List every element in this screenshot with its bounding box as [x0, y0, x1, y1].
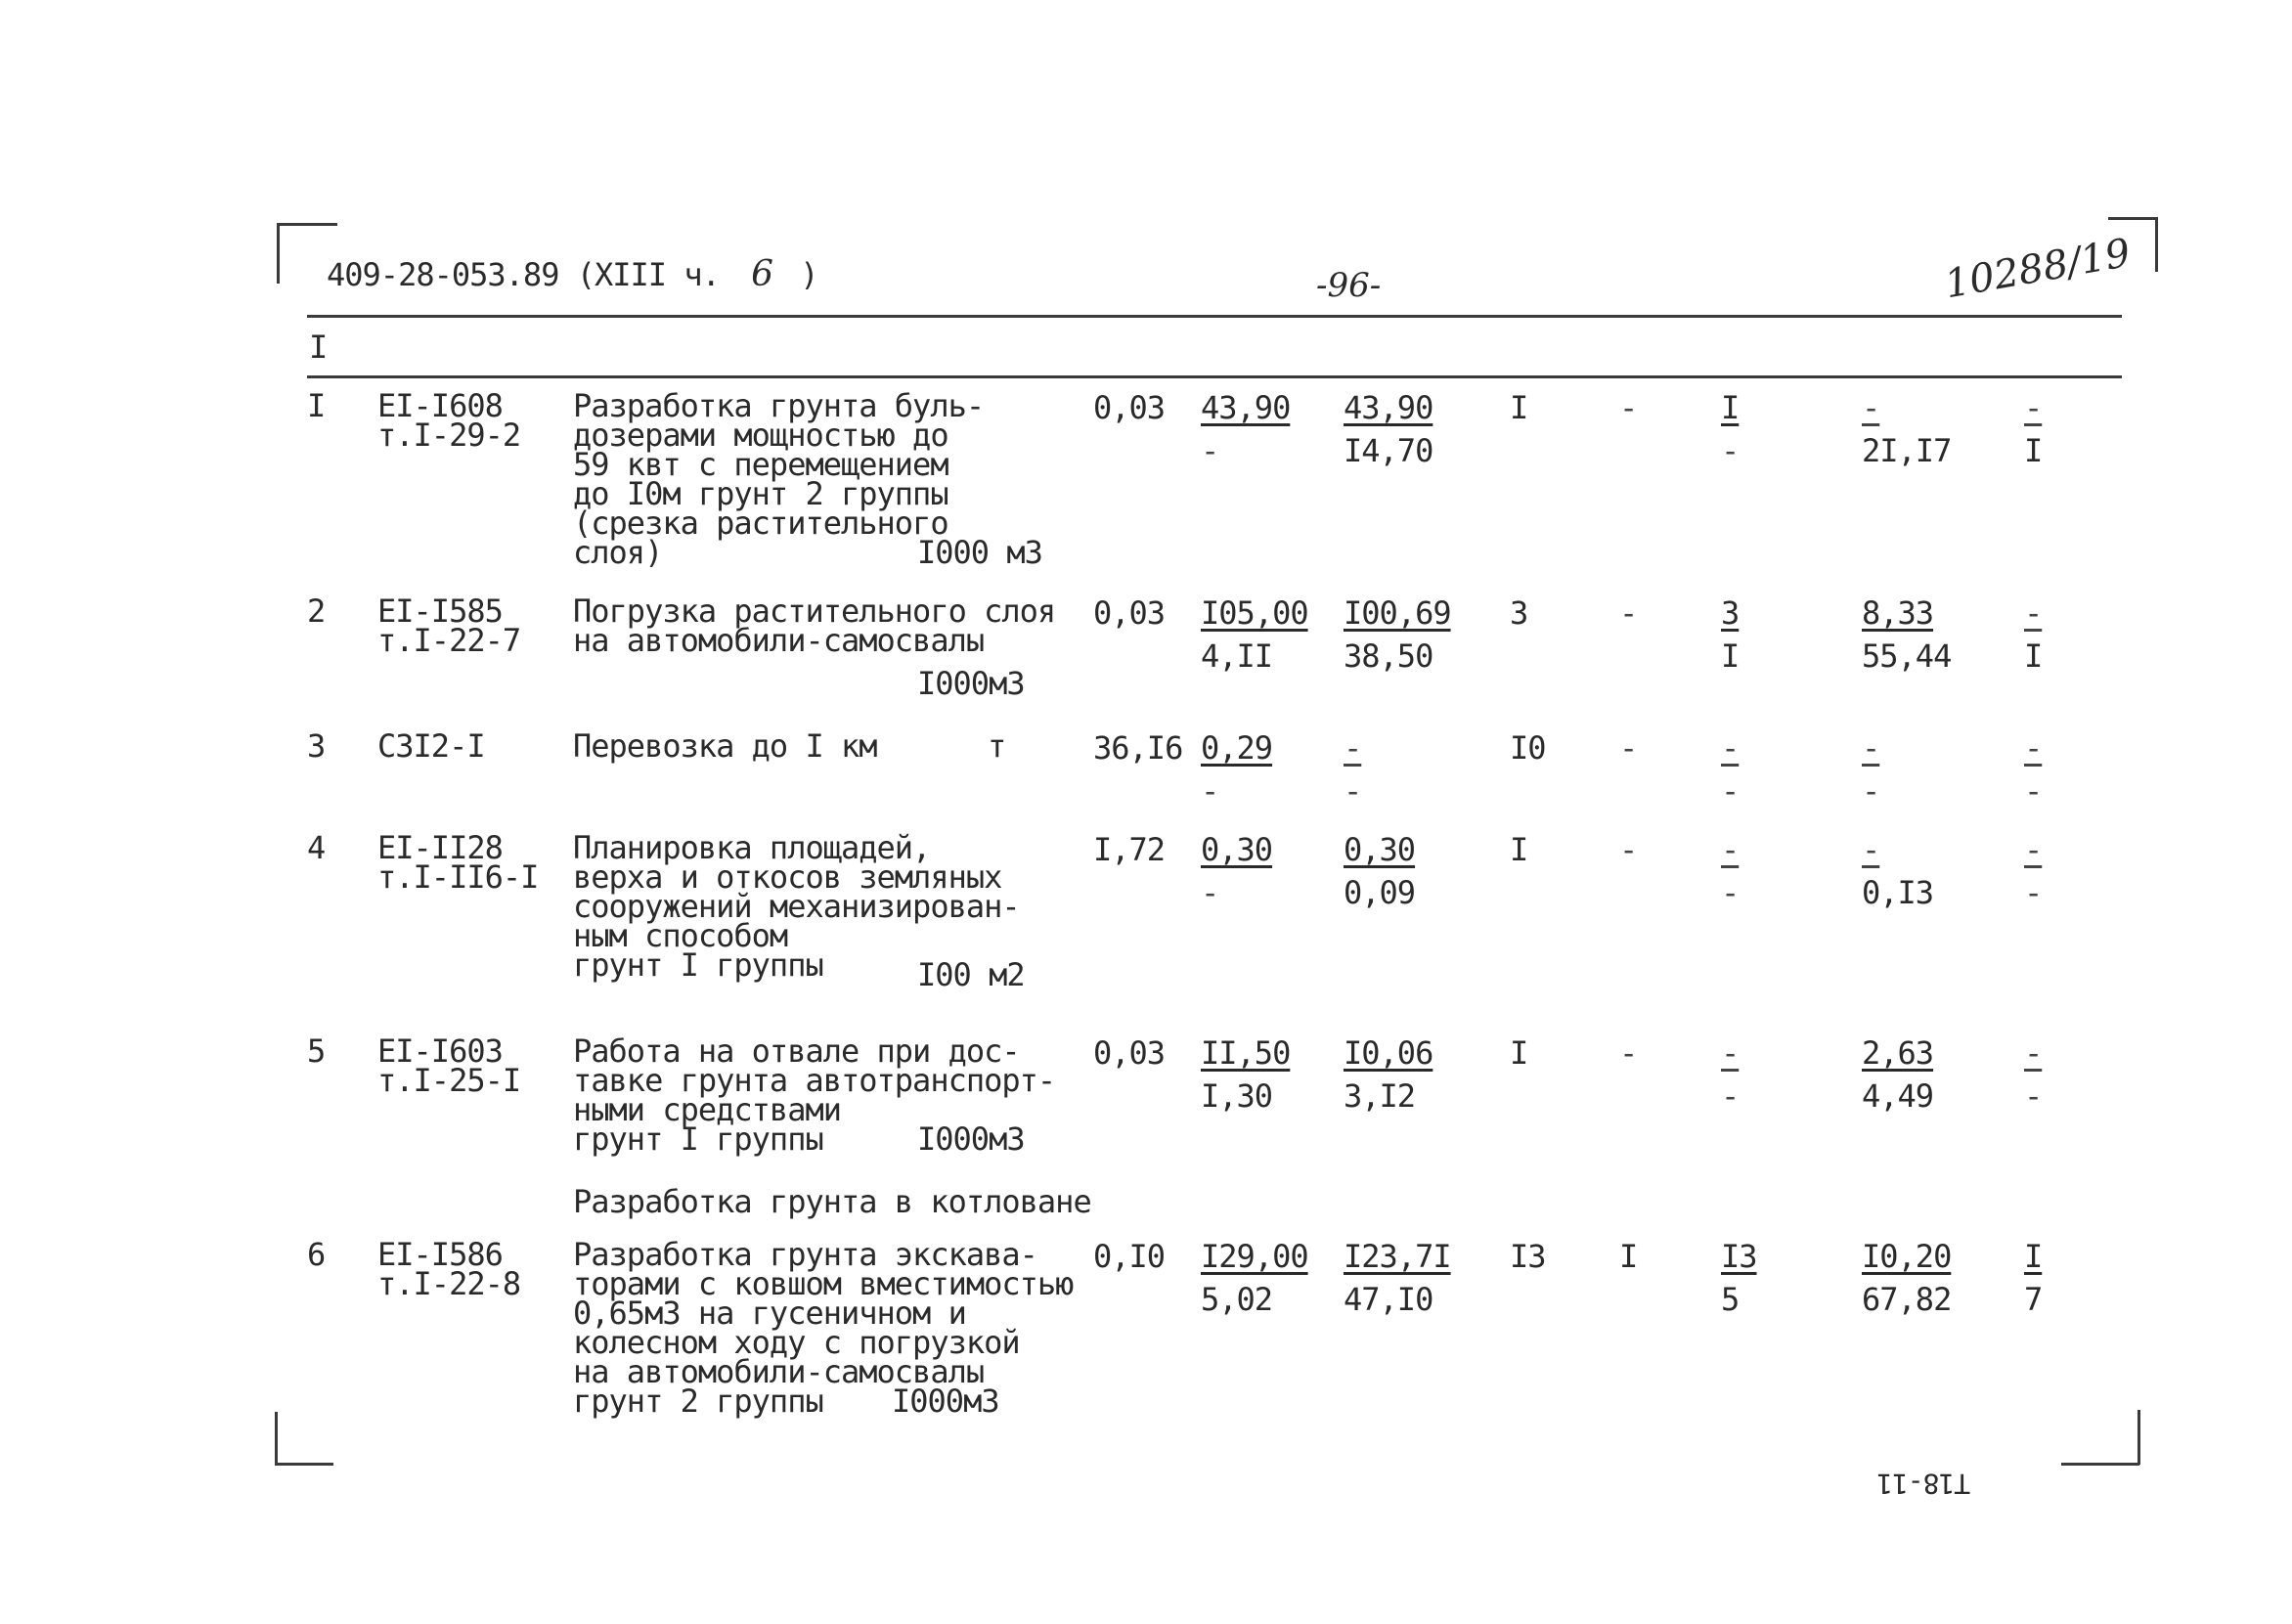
header-rule-bottom	[307, 375, 2122, 378]
work-description-line: дозерами мощностью до	[573, 417, 948, 454]
cell-c2_top: 0,30	[1344, 831, 1416, 868]
frame-corner-top-left-v	[277, 223, 280, 284]
dash-c7_top: -	[2024, 389, 2043, 426]
cell-c3: 3	[1510, 594, 1528, 632]
dash-c4: -	[1619, 389, 1638, 426]
cell-c7_bot: 7	[2024, 1281, 2043, 1318]
norm-table-ref: т.I-22-8	[377, 1265, 521, 1302]
cell-c5_top: 3	[1721, 594, 1740, 632]
norm-code: EI-II28	[377, 829, 503, 866]
work-description-line: Погрузка растительного слоя	[573, 593, 1056, 630]
cell-c2_top: I23,7I	[1344, 1238, 1451, 1275]
work-description-line: грунт I группы	[573, 1120, 823, 1158]
work-description-line: ными средствами	[573, 1091, 841, 1128]
dash-c5_bot: -	[1721, 874, 1740, 911]
cell-c2_bot: 0,09	[1344, 874, 1416, 911]
cell-c6_top: 2,63	[1862, 1034, 1934, 1072]
cell-c3: I0	[1510, 729, 1546, 767]
cell-c7_top: I	[2024, 1238, 2043, 1275]
dash-c7_bot: -	[2024, 772, 2043, 810]
frame-corner-top-right-h	[2108, 217, 2157, 220]
cell-c3: I	[1510, 1034, 1528, 1072]
quantity: 36,I6	[1093, 729, 1183, 767]
work-description-line: грунт 2 группы	[573, 1383, 823, 1420]
footer-code: T18-11	[1877, 1468, 1971, 1500]
work-description-line: торами с ковшом вместимостью	[573, 1265, 1074, 1302]
archive-stamp: 10288/19	[1941, 230, 2135, 308]
cell-c1_bot: 4,II	[1201, 637, 1273, 675]
unit: I000м3	[917, 665, 1025, 702]
work-description-line: ным способом	[573, 917, 788, 954]
cell-c3: I	[1510, 389, 1528, 426]
cell-c6_bot: 2I,I7	[1862, 432, 1952, 469]
cell-c1_top: 0,30	[1201, 831, 1273, 868]
norm-code: EI-I585	[377, 593, 503, 630]
cell-c5_bot: 5	[1721, 1281, 1740, 1318]
cell-c1_top: II,50	[1201, 1034, 1291, 1072]
cell-c6_top: 8,33	[1862, 594, 1934, 632]
unit: I000 м3	[917, 534, 1042, 571]
work-description-line: до I0м грунт 2 группы	[573, 475, 948, 512]
dash-c4: -	[1619, 1034, 1638, 1072]
dash-c6_top: -	[1862, 389, 1880, 426]
cell-c2_bot: 38,50	[1344, 637, 1433, 675]
frame-corner-bottom-right-h	[2061, 1463, 2139, 1466]
table-header-num: I	[309, 329, 328, 366]
norm-table-ref: т.I-22-7	[377, 622, 521, 659]
work-description-line: Разработка грунта экскава-	[573, 1236, 1037, 1273]
quantity: I,72	[1093, 831, 1166, 868]
norm-code: EI-I608	[377, 387, 503, 424]
dash-c4: -	[1619, 594, 1638, 632]
quantity: 0,03	[1093, 389, 1166, 426]
frame-corner-bottom-left-h	[275, 1463, 333, 1466]
row-number: 2	[307, 593, 326, 630]
cell-c1_top: I05,00	[1201, 594, 1308, 632]
cell-c2_bot: 47,I0	[1344, 1281, 1433, 1318]
work-description-line: Планировка площадей,	[573, 829, 931, 866]
dash-c6_top: -	[1862, 729, 1880, 767]
dash-c2_top: -	[1344, 729, 1362, 767]
norm-code: EI-I603	[377, 1032, 503, 1070]
norm-code: EI-I586	[377, 1236, 503, 1273]
dash-c7_top: -	[2024, 831, 2043, 868]
dash-c5_bot: -	[1721, 432, 1740, 469]
dash-c5_bot: -	[1721, 1077, 1740, 1115]
work-description-line: колесном ходу с погрузкой	[573, 1324, 1020, 1361]
dash-c1_bot: -	[1201, 772, 1219, 810]
cell-c5_top: I3	[1721, 1238, 1757, 1275]
work-description-line: слоя)	[573, 534, 663, 571]
dash-c7_bot: -	[2024, 874, 2043, 911]
cell-c6_bot: 67,82	[1862, 1281, 1952, 1318]
doc-part: 6	[751, 254, 773, 294]
dash-c7_top: -	[2024, 1034, 2043, 1072]
work-description-line: Перевозка до I км	[573, 727, 877, 765]
unit: I000м3	[917, 1120, 1025, 1158]
frame-corner-bottom-left-v	[275, 1412, 278, 1466]
cell-c6_top: I0,20	[1862, 1238, 1952, 1275]
work-description-line: 0,65м3 на гусеничном и	[573, 1295, 966, 1332]
work-description-line: Разработка грунта буль-	[573, 387, 985, 424]
work-description-line: Работа на отвале при дос-	[573, 1032, 1020, 1070]
unit: I00 м2	[917, 956, 1025, 993]
quantity: 0,03	[1093, 594, 1166, 632]
cell-c2_bot: 3,I2	[1344, 1077, 1416, 1115]
frame-corner-bottom-right-v	[2138, 1410, 2140, 1465]
dash-c5_top: -	[1721, 1034, 1740, 1072]
cell-c5_bot: I	[1721, 637, 1740, 675]
dash-c7_bot: -	[2024, 1077, 2043, 1115]
cell-c2_bot: I4,70	[1344, 432, 1433, 469]
frame-corner-top-right-v	[2155, 217, 2158, 272]
row-number: 5	[307, 1032, 326, 1070]
work-description-line: тавке грунта автотранспорт-	[573, 1062, 1056, 1099]
cell-c3: I	[1510, 831, 1528, 868]
cell-c7_bot: I	[2024, 432, 2043, 469]
quantity: 0,03	[1093, 1034, 1166, 1072]
row-number: 3	[307, 727, 326, 765]
cell-c5_top: I	[1721, 389, 1740, 426]
dash-c4: -	[1619, 729, 1638, 767]
cell-c2_top: 43,90	[1344, 389, 1433, 426]
dash-c1_bot: -	[1201, 874, 1219, 911]
cell-c3: I3	[1510, 1238, 1546, 1275]
cell-c4: I	[1619, 1238, 1638, 1275]
work-description-line: (срезка растительного	[573, 505, 948, 542]
norm-table-ref: т.I-II6-I	[377, 858, 539, 896]
dash-c6_top: -	[1862, 831, 1880, 868]
work-description-line: верха и откосов земляных	[573, 858, 1002, 896]
cell-c6_bot: 0,I3	[1862, 874, 1934, 911]
work-description-line: на автомобили-самосвалы	[573, 1353, 985, 1390]
cell-c1_bot: 5,02	[1201, 1281, 1273, 1318]
frame-corner-top-left-h	[277, 223, 337, 226]
cell-c6_bot: 4,49	[1862, 1077, 1934, 1115]
header-rule-top	[307, 315, 2122, 318]
cell-c1_top: I29,00	[1201, 1238, 1308, 1275]
dash-c7_top: -	[2024, 594, 2043, 632]
cell-c6_bot: 55,44	[1862, 637, 1952, 675]
work-description-line: 59 квт с перемещением	[573, 446, 948, 483]
cell-c2_top: I0,06	[1344, 1034, 1433, 1072]
dash-c2_bot: -	[1344, 772, 1362, 810]
dash-c4: -	[1619, 831, 1638, 868]
row-number: 4	[307, 829, 326, 866]
dash-c1_bot: -	[1201, 432, 1219, 469]
row-number: I	[307, 387, 326, 424]
cell-c2_top: I00,69	[1344, 594, 1451, 632]
norm-code: С3I2-I	[377, 727, 485, 765]
work-description-line: на автомобили-самосвалы	[573, 622, 985, 659]
cell-c1_top: 0,29	[1201, 729, 1273, 767]
section-heading: Разработка грунта в котловане	[573, 1183, 1091, 1220]
work-description-line: грунт I группы	[573, 946, 823, 984]
unit: I000м3	[892, 1383, 999, 1420]
norm-table-ref: т.I-25-I	[377, 1062, 521, 1099]
unit: т	[988, 727, 1006, 765]
doc-code-close: )	[800, 256, 818, 293]
dash-c5_top: -	[1721, 831, 1740, 868]
norm-table-ref: т.I-29-2	[377, 417, 521, 454]
quantity: 0,I0	[1093, 1238, 1166, 1275]
cell-c7_bot: I	[2024, 637, 2043, 675]
doc-code	[327, 254, 818, 294]
dash-c6_bot: -	[1862, 772, 1880, 810]
page-number: -96-	[1316, 266, 1382, 305]
dash-c7_top: -	[2024, 729, 2043, 767]
row-number: 6	[307, 1236, 326, 1273]
cell-c1_bot: I,30	[1201, 1077, 1273, 1115]
cell-c1_top: 43,90	[1201, 389, 1291, 426]
dash-c5_bot: -	[1721, 772, 1740, 810]
doc-code-text: 409-28-053.89 (XIII ч.	[327, 256, 720, 293]
dash-c5_top: -	[1721, 729, 1740, 767]
work-description-line: сооружений механизирован-	[573, 888, 1020, 925]
